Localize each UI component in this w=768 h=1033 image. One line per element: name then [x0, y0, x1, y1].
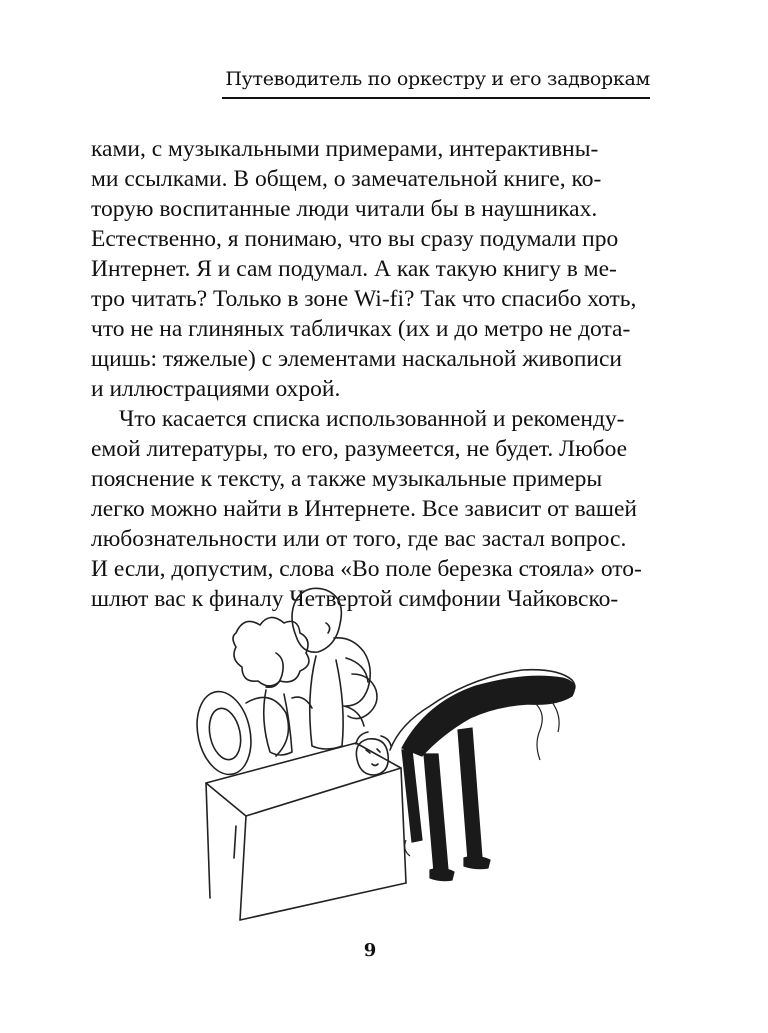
- text-line: легко можно найти в Интернете. Все зависит от вашей: [91, 496, 637, 522]
- body-text: [91, 134, 650, 614]
- text-line: тро читать? Только в зоне Wi-fi? Так что спасибо хоть,: [91, 286, 637, 312]
- running-head: Путеводитель по оркестру и его задворкам: [225, 68, 650, 90]
- header-rule: [222, 97, 650, 99]
- text-line: И если, допустим, слова «Во поле березка стояла» ото-: [91, 556, 642, 582]
- text-line: пояснение к тексту, а также музыкальные примеры: [91, 466, 603, 492]
- text-line: торую воспитанные люди читали бы в наушниках.: [91, 196, 598, 222]
- text-line: ками, с музыкальными примерами, интерактивны-: [91, 136, 599, 162]
- text-line: Естественно, я понимаю, что вы сразу подумали про: [91, 226, 619, 252]
- text-line: любознательности или от того, где вас застал вопрос.: [91, 526, 627, 552]
- page-number: 9: [363, 940, 377, 961]
- text-line: что не на глиняных табличках (их и до метро не дота-: [91, 316, 631, 342]
- text-line: и иллюстрациями охрой.: [91, 376, 341, 402]
- text-line: шлют вас к финалу Четвертой симфонии Чайковско-: [91, 586, 619, 612]
- text-line: Интернет. Я и сам подумал. А как такую книгу в ме-: [91, 256, 617, 282]
- text-line: емой литературы, то его, разумеется, не будет. Любое: [91, 436, 628, 462]
- text-line: ми ссылками. В общем, о замечательной книге, ко-: [91, 166, 602, 192]
- text-line: щишь: тяжелые) с элементами наскальной живописи: [91, 346, 622, 372]
- sketch-illustration: [176, 578, 606, 938]
- text-line: Что касается списка использованной и рекоменду-: [119, 406, 625, 432]
